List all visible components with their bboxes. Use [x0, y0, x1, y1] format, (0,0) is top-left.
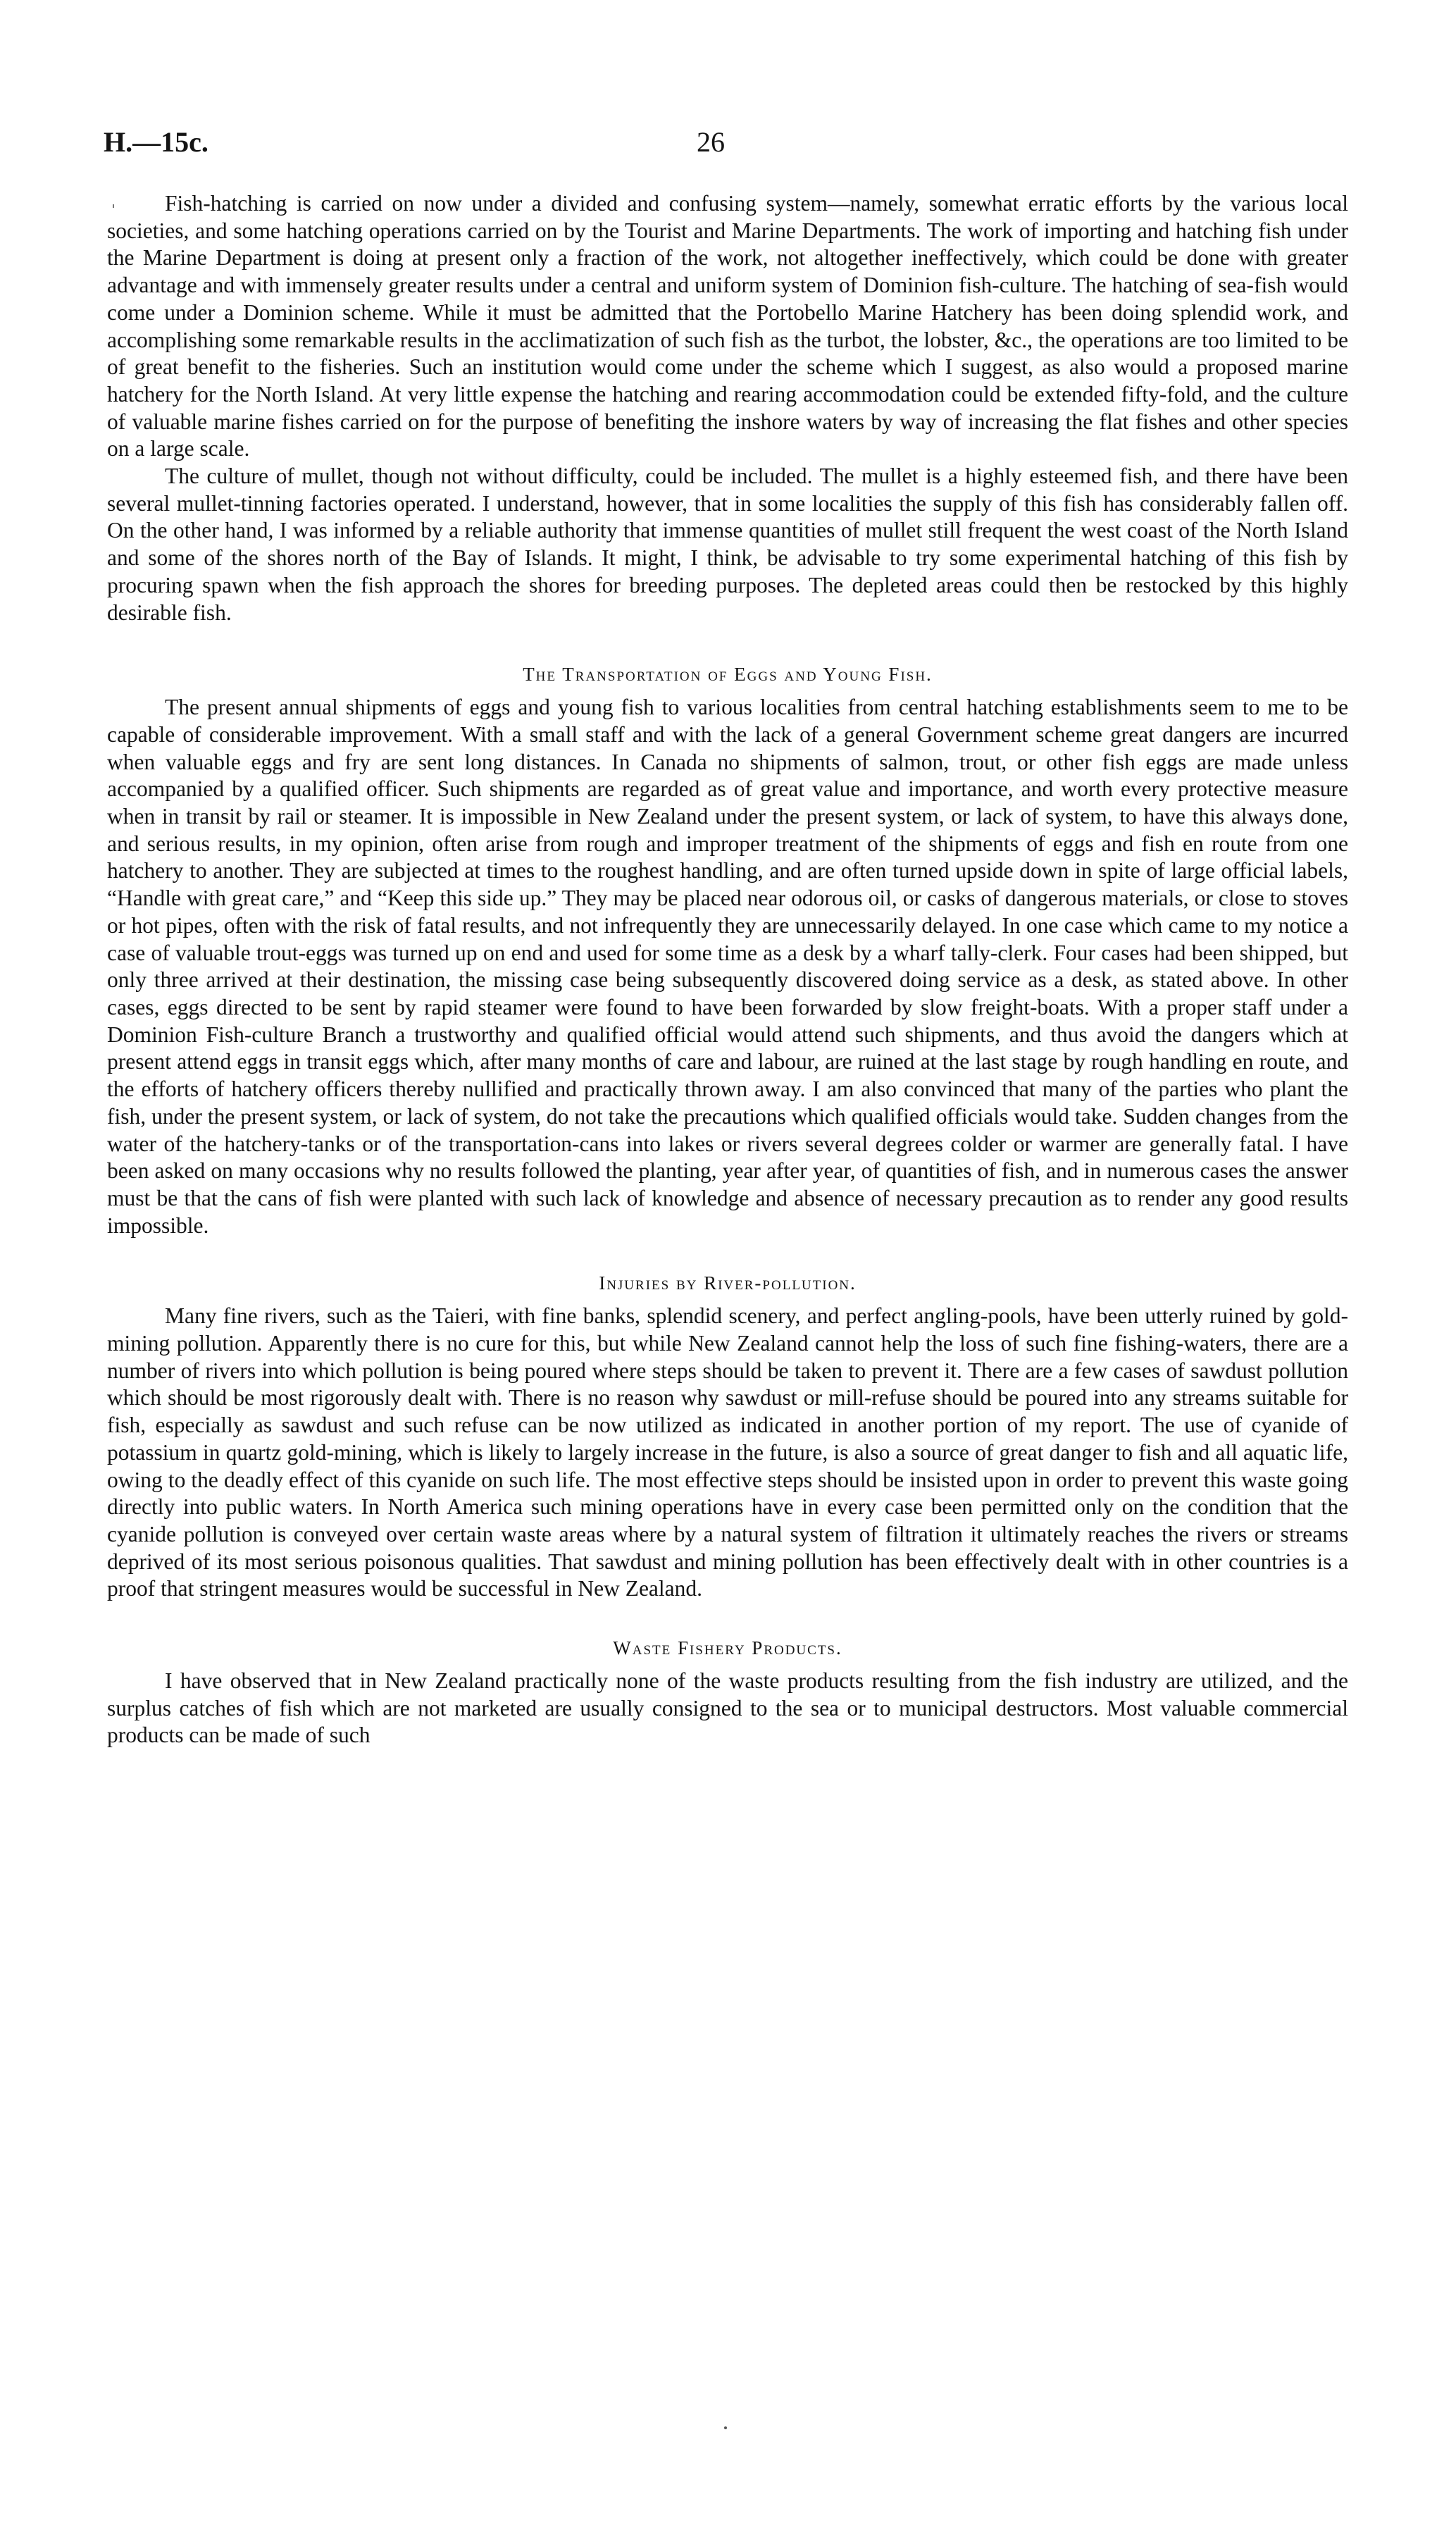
stray-dot [724, 2426, 727, 2429]
section-heading-river-pollution: Injuries by River-pollution. [599, 1272, 857, 1294]
paragraph-mullet-culture: The culture of mullet, though not without difficulty, could be included. The mullet is a highly esteemed fish, and there have been several mullet-tinning factories operated. I understand, however, that in some localities the supply of this fish has considerably fallen off. On the other hand, I was informed by a reliable authority that immense quantities of mullet still frequent the west coast of the North Island and some of the shores north of the Bay of Islands. It might, I think, be advisable to try some experimental hatching of this fish by procuring spawn when the fish approach the shores for breeding purposes. The depleted areas could then be restocked by this highly desirable fish. [107, 464, 1348, 625]
page-number: 26 [697, 126, 725, 158]
section-heading-transportation: The Transportation of Eggs and Young Fish. [523, 664, 933, 686]
page-header [104, 125, 1352, 168]
paragraph-transportation: The present annual shipments of eggs and young fish to various localities from central hatching establishments seem to me to be capable of considerable improvement. With a small staff and with the lack of a general Government scheme great dangers are incurred when valuable eggs and fry are sent long distances. In Canada no shipments of salmon, trout, or other fish eggs are made unless accompanied by a qualified officer. Such shipments are regarded as of great value and importance, and worth every protective measure when in transit by rail or steamer. It is impossible in New Zealand under the present system, or lack of system, to have this always done, and serious results, in my opinion, often arise from rough and improper treatment of the shipments of eggs and fish en route from one hatchery to another. They are subjected at times to the roughest handling, and are often turned upside down in spite of large official labels, “Handle with great care,” and “Keep this side up.” They may be placed near odorous oil, or casks of dangerous materials, or close to stoves or hot pipes, often with the risk of fatal results, and not infrequently they are unnecessarily delayed. In one case which came to my notice a case of valuable trout-eggs was turned up on end and used for some time as a desk by a wharf tally-clerk. Four cases had been shipped, but only three arrived at their destination, the missing case being subsequently discovered doing service as a desk, as stated above. In other cases, eggs directed to be sent by rapid steamer were found to have been forwarded by slow freight-boats. With a proper staff under a Dominion Fish-culture Branch a trustworthy and qualified official would attend such shipments, and thus avoid the dangers which at present attend eggs in transit eggs which, after many months of care and labour, are ruined at the last stage by rough handling en route, and the efforts of hatchery officers thereby nullified and practically thrown away. I am also convinced that many of the parties who plant the fish, under the present system, or lack of system, do not take the precautions which qualified officials would take. Sudden changes from the water of the hatchery-tanks or of the transportation-cans into lakes or rivers several degrees colder or warmer are generally fatal. I have been asked on many occasions why no results followed the planting, year after year, of quantities of fish, and in numerous cases the answer must be that the cans of fish were planted with such lack of knowledge and absence of necessary precaution as to render any good results impossible. [107, 695, 1348, 1238]
paragraph-fish-hatching: Fish-hatching is carried on now under a divided and confusing system—namely, somewhat erratic efforts by the various local societies, and some hatching operations carried on by the Tourist and Marine Departments. The work of importing and hatching fish under the Marine Department is doing at present only a fraction of the work, not altogether ineffectively, which could be done with greater advantage and with immensely greater results under a central and uniform system of Dominion fish-culture. The hatching of sea-fish would come under a Dominion scheme. While it must be admitted that the Portobello Marine Hatchery has been doing splendid work, and accomplishing some remarkable results in the acclimatization of such fish as the turbot, the lobster, &c., the operations are too limited to be of great benefit to the fisheries. Such an institution would come under the scheme which I suggest, as also would a proposed marine hatchery for the North Island. At very little expense the hatching and rearing accommodation could be extended fifty-fold, and the culture of valuable marine fishes carried on for the purpose of benefiting the inshore waters by way of increasing the flat fishes and other species on a large scale. [107, 191, 1348, 461]
paragraph-waste-products: I have observed that in New Zealand practically none of the waste products resulting from the fish industry are utilized, and the surplus catches of fish which are not marketed are usually consigned to the sea or to municipal destructors. Most valuable commercial products can be made of such [107, 1668, 1348, 1748]
paragraph-river-pollution: Many fine rivers, such as the Taieri, with fine banks, splendid scenery, and perfect angling-pools, have been utterly ruined by gold-mining pollution. Apparently there is no cure for this, but while New Zealand cannot help the loss of such fine fishing-waters, there are a number of rivers into which pollution is being poured where steps should be taken to prevent it. There are a few cases of sawdust pollution which should be most rigorously dealt with. There is no reason why sawdust or mill-refuse should be poured into any streams suitable for fish, especially as sawdust and such refuse can be now utilized as indicated in another portion of my report. The use of cyanide of potassium in quartz gold-mining, which is likely to largely increase in the future, is also a source of great danger to fish and all aquatic life, owing to the deadly effect of this cyanide on such life. The most effective steps should be insisted upon in order to prevent this waste going directly into public waters. In North America such mining operations have in every case been permitted only on the condition that the cyanide pollution is conveyed over certain waste areas where by a natural system of filtration it ultimately reaches the rivers or streams deprived of its most serious poisonous qualities. That sawdust and mining pollution has been effectively dealt with in other countries is a proof that stringent measures would be successful in New Zealand. [107, 1303, 1348, 1601]
body-text [107, 190, 1348, 1749]
document-reference: H.—15c. [104, 126, 209, 158]
section-heading-waste-products: Waste Fishery Products. [613, 1637, 842, 1659]
